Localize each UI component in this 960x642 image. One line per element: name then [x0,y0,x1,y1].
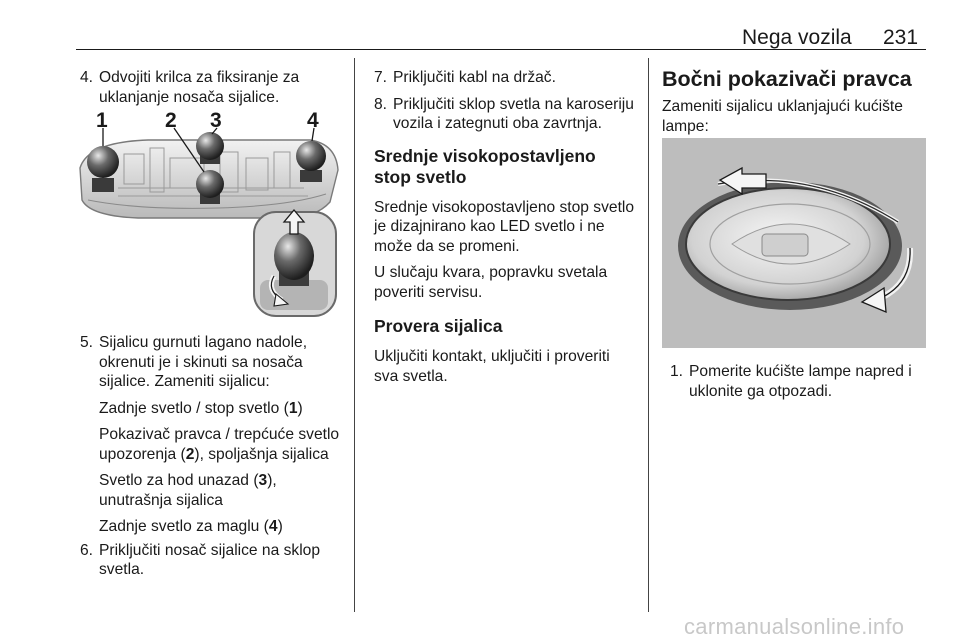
bulb-item-4: Zadnje svetlo za maglu (4) [99,518,283,535]
column-1-lower [80,333,346,580]
paragraph: Zameniti sijalicu uklanjajući kućište lampe: [662,98,903,135]
ref-number: 4 [268,518,278,535]
list-item-1 [670,362,928,401]
list-number: 6. [80,541,94,559]
ref-number: 2 [185,445,195,463]
column-divider-1 [354,58,355,612]
column-3 [662,66,928,136]
paragraph: U slučaju kvara, popravku svetala poveriti servisu. [374,264,608,301]
bulb-item-1: Zadnje svetlo / stop svetlo (1) [99,399,303,417]
section-heading-bulb-check: Provera sijalica [374,316,503,336]
callout-2: 2 [165,109,177,132]
running-header-title: Nega vozila [742,26,852,49]
column-3-lower [670,362,928,401]
page-number: 231 [883,26,919,49]
ref-number: 1 [288,399,298,417]
list-item-6 [80,541,346,580]
rear-lamp-bulb-holder-figure [78,108,340,320]
list-text: Pomerite kućište lampe napred i uklonite ga otpozadi. [689,363,912,400]
list-item-4 [80,68,346,107]
list-text: Priključiti kabl na držač. [393,69,556,86]
list-item-8 [374,95,636,134]
bulb-item-3: Svetlo za hod unazad (3), unutrašnja sijalica [99,472,277,509]
list-number: 1. [670,363,684,380]
bulb-item-2: Pokazivač pravca / trepćuće svetlo upozorenja (2), spoljašnja sijalica [99,426,340,463]
column-1 [80,68,346,107]
list-number: 5. [80,334,94,351]
bulb-1 [87,146,119,178]
list-number: 4. [80,69,94,86]
column-2 [374,68,636,386]
callout-1: 1 [96,109,108,132]
callout-4: 4 [307,109,319,132]
list-text: Priključiti nosač sijalice na sklop svetla. [99,541,321,578]
bulb-3 [196,132,224,160]
side-indicator-figure [662,138,926,348]
list-item-5 [80,333,346,392]
paragraph: Uključiti kontakt, uključiti i proveriti sva svetla. [374,348,610,385]
list-item-7 [374,68,636,88]
callout-3: 3 [210,109,222,132]
list-text: Odvojiti krilca za fiksiranje za uklanjanje nosača sijalice. [99,69,300,106]
list-number: 8. [374,95,388,113]
watermark: carmanualsonline.info [684,614,905,639]
paragraph: Srednje visokopostavljeno stop svetlo je dizajnirano kao LED svetlo i ne može da se promeni. [374,198,635,255]
list-text: Priključiti sklop svetla na karoseriju vozila i zategnuti oba zavrtnja. [393,95,634,132]
section-heading-high-mounted-stop-light: Srednje visokopostavljeno stop svetlo [374,145,596,187]
ref-number: 3 [258,472,268,489]
section-heading-side-indicators: Bočni pokazivači pravca [662,67,912,91]
bulb-2 [196,170,224,198]
list-number: 7. [374,69,388,86]
bulb-4 [296,141,326,171]
list-text: Sijalicu gurnuti lagano nadole, okrenuti je i skinuti sa nosača sijalice. Zameniti sijalicu: [99,334,308,390]
header-rule [76,49,926,50]
column-divider-2 [648,58,649,612]
